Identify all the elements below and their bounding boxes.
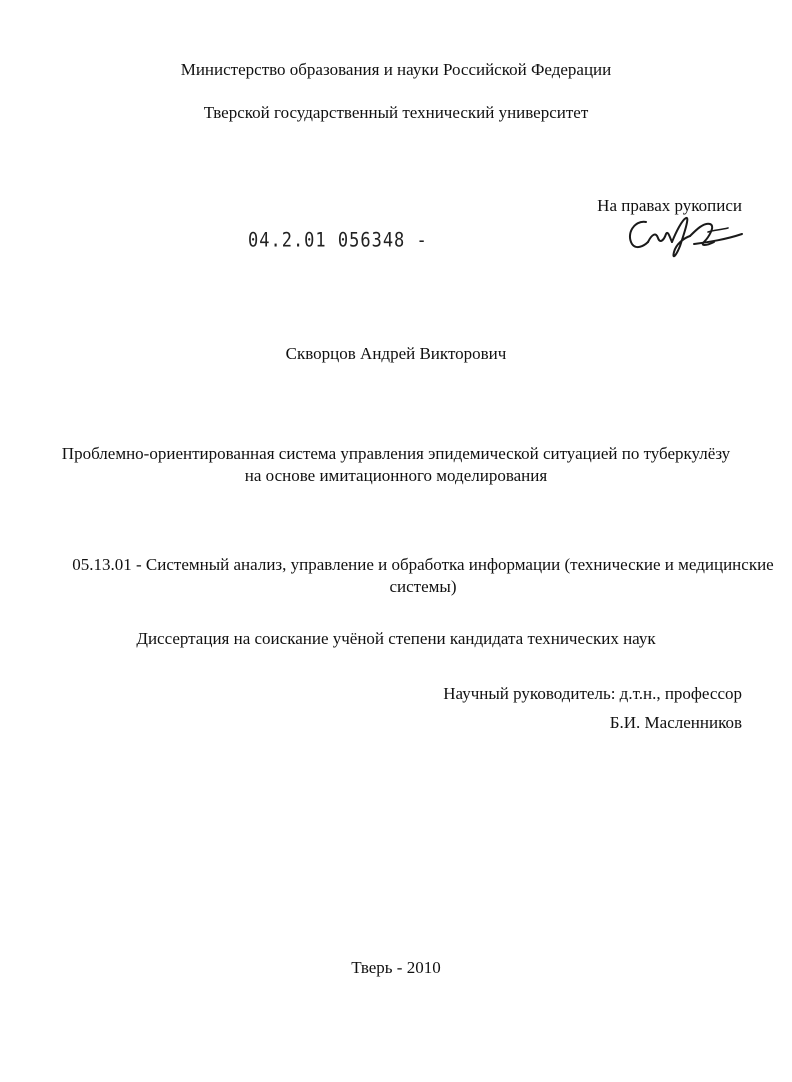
- signature-icon: [624, 212, 746, 262]
- degree-statement: Диссертация на соискание учёной степени кандидата технических наук: [136, 629, 656, 648]
- manuscript-note: На правах рукописи: [597, 196, 742, 215]
- specialty-code: 05.13.01 - Системный анализ, управление и обработка информации (технические и медицинские системы): [72, 555, 774, 596]
- thesis-title: Проблемно-ориентированная система управления эпидемической ситуацией по туберкулёзу на основе имитационного моделирования: [61, 444, 731, 485]
- author-name: Скворцов Андрей Викторович: [285, 344, 507, 363]
- city-year: Тверь - 2010: [351, 958, 441, 977]
- supervisor-role: Научный руководитель: д.т.н., профессор: [443, 684, 742, 703]
- registration-stamp: 04.2.01 056348 -: [248, 229, 428, 252]
- ministry-name: Министерство образования и науки Российской Федерации: [180, 60, 612, 79]
- university-name: Тверской государственный технический университет: [203, 103, 589, 122]
- supervisor-name: Б.И. Масленников: [609, 713, 742, 732]
